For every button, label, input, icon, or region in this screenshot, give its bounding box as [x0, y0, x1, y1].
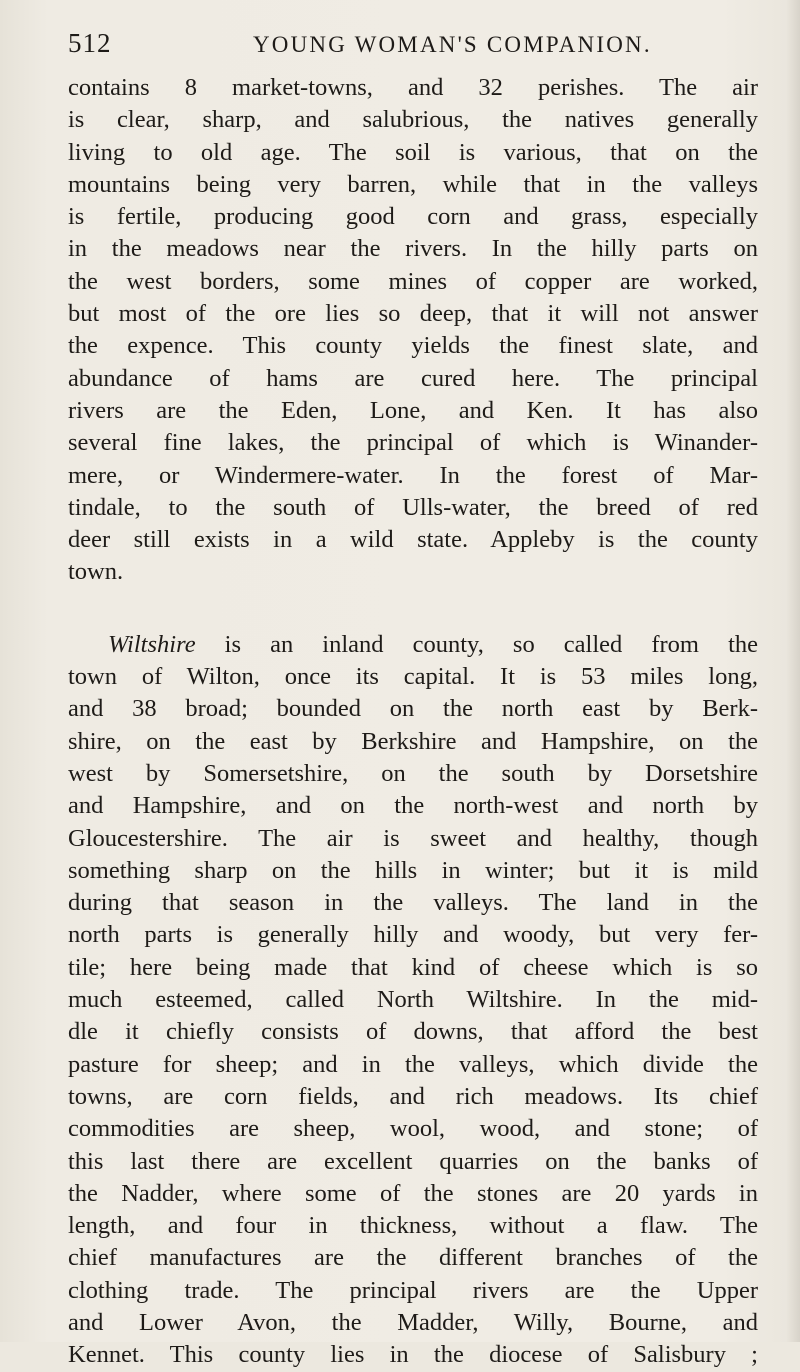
text-line: clothing trade. The principal rivers are the Upper	[68, 1276, 758, 1304]
text-line: living to old age. The soil is various, that on the	[68, 138, 758, 166]
text-line: Kennet. This county lies in the diocese of Salisbury ;	[68, 1341, 758, 1369]
text-line: but most of the ore lies so deep, that it will not answer	[68, 300, 758, 328]
text-line: in the meadows near the rivers. In the hilly parts on	[68, 235, 758, 263]
text-line: length, and four in thickness, without a flaw. The	[68, 1212, 758, 1240]
text-line: dle it chiefly consists of downs, that afford the best	[68, 1018, 758, 1046]
running-head: YOUNG WOMAN'S COMPANION.	[253, 32, 652, 57]
text-line: town of Wilton, once its capital. It is 53 miles long,	[68, 663, 758, 691]
text-line: chief manufactures are the different branches of the	[68, 1244, 758, 1272]
text-line: the Nadder, where some of the stones are 20 yards in	[68, 1179, 758, 1207]
text-line: commodities are sheep, wool, wood, and stone; of	[68, 1115, 758, 1143]
text-line: west by Somersetshire, on the south by Dorsetshire	[68, 759, 758, 787]
text-line: and 38 broad; bounded on the north east by Berk-	[68, 695, 758, 723]
text-line: tindale, to the south of Ulls-water, the breed of red	[68, 493, 758, 521]
text-line: Gloucestershire. The air is sweet and healthy, though	[68, 824, 758, 852]
page-header	[68, 22, 738, 62]
text-line: shire, on the east by Berkshire and Hampshire, on the	[68, 727, 758, 755]
text-line: mountains being very barren, while that in the valleys	[68, 170, 758, 198]
text-line: pasture for sheep; and in the valleys, which divide the	[68, 1050, 758, 1078]
text-line: north parts is generally hilly and woody, but very fer-	[68, 921, 758, 949]
page-number: 512	[68, 28, 112, 58]
text-line: abundance of hams are cured here. The principal	[68, 364, 758, 392]
text-line-first	[68, 629, 758, 661]
text-line: contains 8 market-towns, and 32 perishes. The air	[68, 74, 758, 101]
text-line: the expence. This county yields the finest slate, and	[68, 332, 758, 360]
paragraph-wiltshire	[68, 629, 758, 1372]
paragraph-westmoreland	[68, 72, 758, 589]
text-line: mere, or Windermere-water. In the forest of Mar-	[68, 461, 758, 489]
text-line: towns, are corn fields, and rich meadows. Its chief	[68, 1082, 758, 1110]
text-line: is clear, sharp, and salubrious, the natives generally	[68, 106, 758, 134]
text-line: much esteemed, called North Wiltshire. In the mid-	[68, 986, 758, 1014]
body-text	[68, 72, 758, 1372]
text-line: and Hampshire, and on the north-west and north by	[68, 792, 758, 820]
text-line: town.	[68, 558, 124, 586]
text-line: during that season in the valleys. The land in the	[68, 889, 758, 917]
text-line: something sharp on the hills in winter; but it is mild	[68, 856, 758, 884]
first-line-rest: is an inland county, so called from the	[224, 630, 759, 658]
text-line: and Lower Avon, the Madder, Willy, Bourne, and	[68, 1308, 758, 1336]
page-edge-shadow	[786, 0, 800, 1342]
text-line: deer still exists in a wild state. Appleby is the county	[68, 526, 758, 554]
text-line: this last there are excellent quarries on the banks of	[68, 1147, 758, 1175]
text-line: several fine lakes, the principal of which is Winander-	[68, 429, 758, 457]
text-line: rivers are the Eden, Lone, and Ken. It has also	[68, 396, 758, 424]
text-line: the west borders, some mines of copper are worked,	[68, 267, 758, 295]
text-line: tile; here being made that kind of cheese which is so	[68, 953, 758, 981]
county-heading-wiltshire: Wiltshire	[108, 630, 196, 658]
text-line: is fertile, producing good corn and grass, especially	[68, 203, 758, 231]
